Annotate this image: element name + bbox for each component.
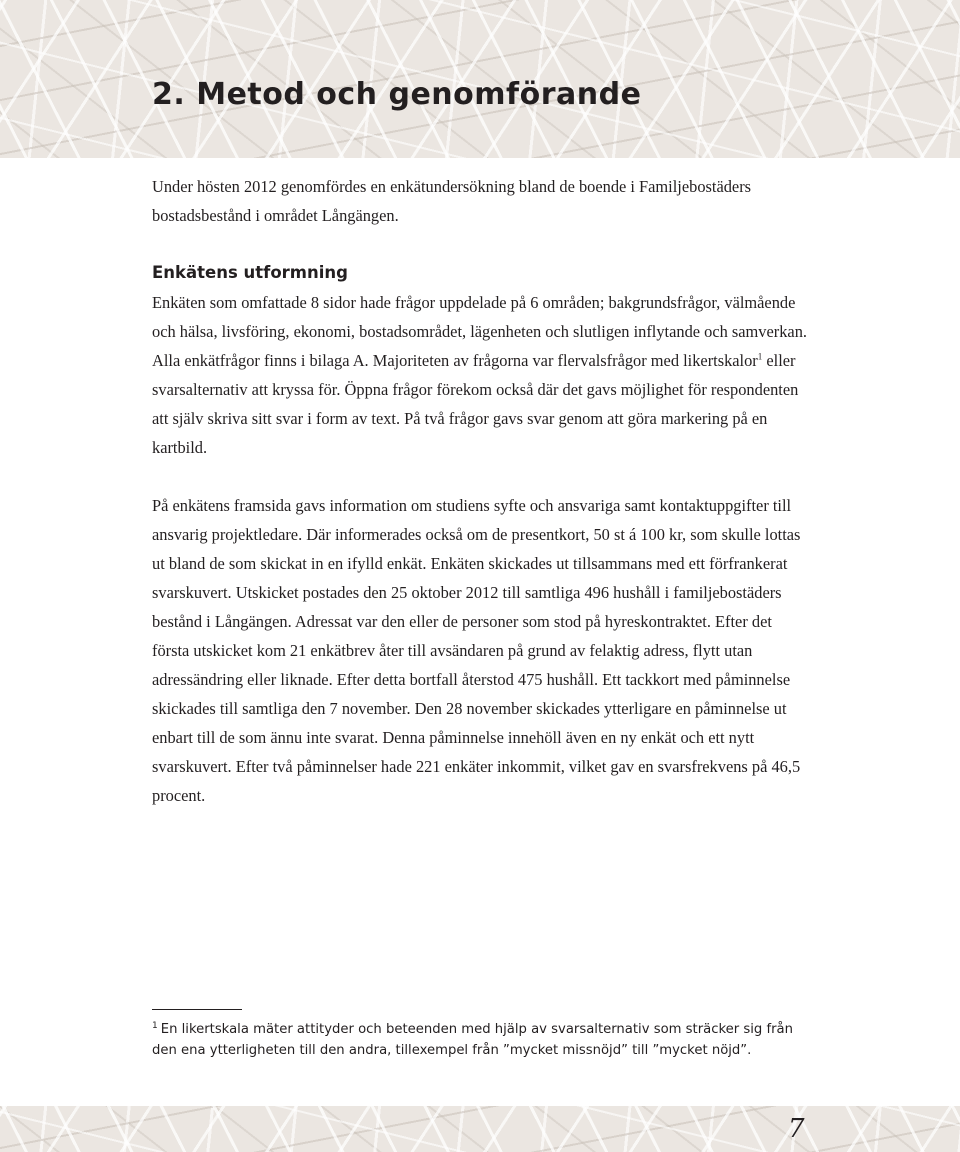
footnote	[152, 1019, 802, 1061]
footnote-divider	[152, 1009, 242, 1010]
footnote-number: 1	[152, 1020, 158, 1031]
page-number: 7	[788, 1114, 805, 1144]
footnote-reference[interactable]: 1	[757, 351, 763, 362]
section-paragraph-2: På enkätens framsida gavs information om studiens syfte och ansvariga samt kontaktuppgifter till ansvarig projektledare. Där informerades också om de presentkort, 50 st á 100 kr, som skulle lottas ut bland de som skickat in en ifylld enkät. Enkäten skickades ut tillsammans med ett förfrankerat svarskuvert. Utskicket postades den 25 oktober 2012 till samtliga 496 hushåll i familjebostäders bestånd i Långängen. Adressat var den eller de personer som stod på hyreskontraktet. Efter det första utskicket kom 21 enkätbrev åter till avsändaren på grund av felaktig adress, flytt utan adressändring eller liknade. Efter detta bortfall återstod 475 hushåll. Ett tackkort med påminnelse skickades till samtliga den 7 november. Den 28 november skickades ytterligare en påminnelse ut enbart till de som ännu inte svarat. Denna påminnelse innehöll även en ny enkät och ett nytt svarskuvert. Efter två påminnelser hade 221 enkäter inkommit, vilket gav en svarsfrekvens på 46,5 procent.	[152, 496, 801, 805]
section-heading: Enkätens utformning	[152, 263, 348, 282]
section-paragraph-1	[152, 288, 812, 462]
footnote-text: En likertskala mäter attityder och beteenden med hjälp av svarsalternativ som sträcker sig från den ena ytterligheten till den andra, tillexempel från ”mycket missnöjd” till ”mycket nöjd”.	[152, 1022, 793, 1058]
paragraph-text: eller svarsalternativ att kryssa för. Öppna frågor förekom också där det gavs möjlighet för respondenten att själv skriva sitt svar i form av text. På två frågor gavs svar genom att göra markering på en kartbild.	[152, 351, 799, 457]
page-heading: 2. Metod och genomförande	[152, 77, 642, 112]
intro-paragraph: Under hösten 2012 genomfördes en enkätundersökning bland de boende i Familjebostäders bostadsbestånd i området Långängen.	[152, 177, 752, 225]
paragraph-text: Enkäten som omfattade 8 sidor hade frågor uppdelade på 6 områden; bakgrundsfrågor, välmående och hälsa, livsföring, ekonomi, bostadsområdet, lägenheten och slutligen inflytande och samverkan. Alla enkätfrågor finns i bilaga A. Majoriteten av frågorna var flervalsfrågor med likertskalor	[152, 293, 808, 370]
footer-texture-band	[0, 1106, 960, 1152]
